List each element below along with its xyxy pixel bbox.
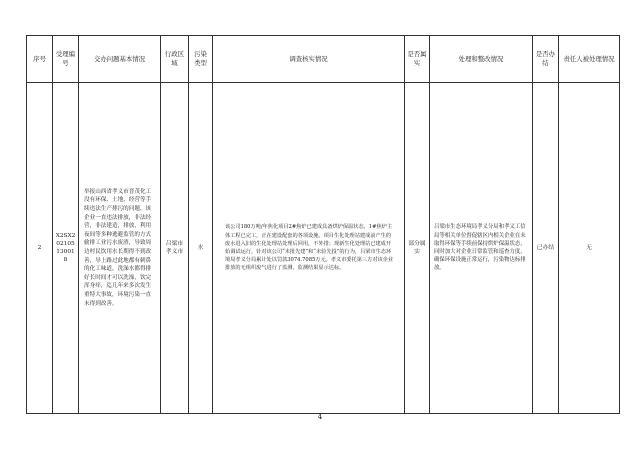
header-seq: 序号 [27, 36, 53, 83]
table-row [27, 83, 620, 414]
cell-verified: 部分属实 [405, 83, 430, 414]
header-handling: 处理和整改情况 [430, 36, 533, 83]
cell-pollution: 水 [189, 83, 213, 414]
cell-handling: 吕梁市生态环境局孝义分局和孝义工信局等相关单位督促辖区内相关企业在未取得环保等手续前保持烘炉保温状态，同时加大对企业日常监管和巡查力度，确保环保设施正常运行，污染物达标排放。 [430, 83, 533, 414]
complaint-table [26, 35, 620, 414]
header-closed: 是否办结 [533, 36, 559, 83]
cell-region: 吕梁市孝义市 [161, 83, 189, 414]
header-region: 行政区域 [161, 36, 189, 83]
cell-accountability: 无 [559, 83, 620, 414]
header-id: 受理编号 [53, 36, 79, 83]
cell-seq: 2 [27, 83, 53, 414]
cell-closed: 已办结 [533, 83, 559, 414]
cell-complaint: 举报山西省孝义市晋茂化工没有环保、土地、经营等手续违法生产排污的问题，该企业一直违法排放，非法经营，非法建造，排放，利用夜间等多种逃避监管的方式偷排工业污水废渣，导致周边村民饮用水长期得不到改善，导上路过此地都有刺鼻的化工味道，洗澡水都得排好长时间才可以洗澡，饮完浑身痒，迄几年来多次发生重特大事故，环境污染一直未得到改善。 [79, 83, 161, 414]
page-number: 4 [317, 413, 323, 421]
cell-investigation: 该公司180万吨/年焦化项目2#焦炉已建成具备烘炉保温状态，1#焦炉主体工程已完工，正在建设配套的各项设施。项目生化处理站建成前产生的废水进入旧的生化处理站处理后回用，不外排；现新生化处理站已建成开始调试运行。针对该公司“未批先建”和“未验先投”的行为，吕梁市生态环境局孝义分局累计处以罚款3074.7085万元。孝义市委托第三方对该企业排放的无组织废气进行了监测，监测结果显示达标。 [213, 83, 405, 414]
header-complaint: 交办问题基本情况 [79, 36, 161, 83]
header-pollution: 污染类型 [189, 36, 213, 83]
header-row [27, 36, 620, 83]
cell-id: X2SX202105130018 [53, 83, 79, 414]
header-verified: 是否属实 [405, 36, 430, 83]
header-accountability: 责任人被处理情况 [559, 36, 620, 83]
header-investigation: 调查核实情况 [213, 36, 405, 83]
